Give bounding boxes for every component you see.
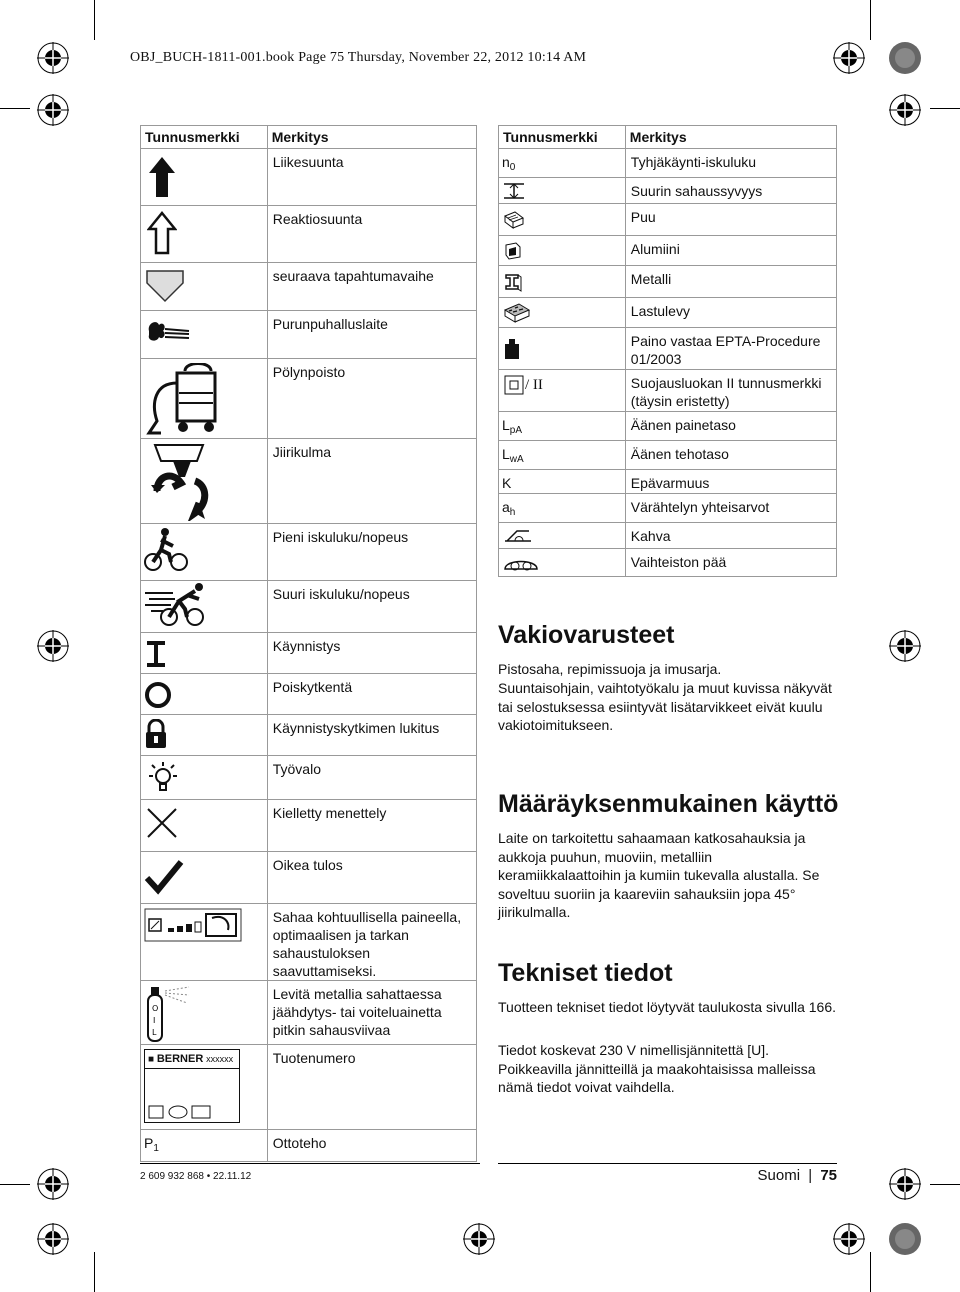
section-title-maaraysten-mukainen-kaytto: Määräyksenmukainen käyttö [498, 790, 839, 818]
color-target-icon [888, 1222, 922, 1256]
meaning-cell: Purunpuhalluslaite [267, 311, 476, 359]
column-header: Merkitys [625, 126, 836, 149]
paragraph: Pistosaha, repimissuoja ja imusarja. [498, 661, 722, 677]
footer-page-info [758, 1167, 837, 1184]
cyclist-slow-icon [143, 526, 189, 572]
meaning-cell: Työvalo [267, 756, 476, 800]
registration-mark-icon [888, 1167, 922, 1201]
svg-text:O: O [152, 1004, 159, 1013]
registration-mark-icon [832, 41, 866, 75]
footer-separator: | [808, 1167, 813, 1184]
meaning-cell: Käynnistys [267, 633, 476, 674]
column-header: Tunnusmerkki [499, 126, 626, 149]
footer-rule [140, 1163, 480, 1164]
cyclist-fast-icon [143, 581, 209, 627]
meaning-cell: Kielletty menettely [267, 800, 476, 852]
meaning-cell: Tyhjäkäynti-iskuluku [625, 149, 836, 178]
aluminium-icon [503, 241, 523, 261]
meaning-cell: Sahaa kohtuullisella paineella, optimaalisen ja tarkan sahaustuloksen saavuttamiseksi. [267, 904, 476, 981]
book-header: OBJ_BUCH-1811-001.book Page 75 Thursday, November 22, 2012 10:14 AM [130, 50, 587, 65]
metal-icon [503, 272, 523, 292]
meaning-cell: Suuri iskuluku/nopeus [267, 581, 476, 633]
arrow-up-outline-icon [147, 211, 177, 255]
svg-text:I: I [153, 1016, 156, 1025]
handle-icon [503, 527, 533, 545]
meaning-cell: Oikea tulos [267, 852, 476, 904]
meaning-cell: Puu [625, 204, 836, 236]
protection-class-icon [504, 375, 524, 395]
vacuum-cleaner-icon [145, 363, 225, 437]
column-header: Tunnusmerkki [141, 126, 268, 149]
registration-mark-icon [36, 1167, 70, 1201]
footer-doc-number: 2 609 932 868 • 22.11.12 [140, 1171, 252, 1182]
symbol-cell: $P_1$ [141, 1130, 268, 1162]
product-code: xxxxxx [206, 1054, 234, 1064]
wood-icon [503, 210, 525, 230]
symbol-table-right: Tunnusmerkki Merkitys $n_0$ Tyhjäkäynti-iskuluku Suurin sahaussyvyys Puu Alumiini Metalli Lastulevy Paino vastaa EPTA-Procedure 01/2003 / II Suojausluokan II tunnusmerkki (täysin eristetty) $L_{pA}$ Äänen painetaso $L_{wA}$ Äänen tehotaso K Epävarmuus $a_h$ Värähtelyn yhteisarvot Kahva Vaihteiston pää [498, 125, 837, 577]
column-header: Merkitys [267, 126, 476, 149]
pressure-scale-icon [144, 908, 242, 942]
registration-mark-icon [888, 629, 922, 663]
meaning-cell: Levitä metallia sahattaessa jäähdytys- tai voiteluainetta pitkin sahausviivaa [267, 981, 476, 1045]
registration-mark-icon [36, 41, 70, 75]
off-switch-icon [144, 681, 172, 709]
meaning-cell: Kahva [625, 523, 836, 549]
registration-mark-icon [832, 1222, 866, 1256]
trim-mark [0, 108, 30, 109]
footer-rule [498, 1163, 837, 1164]
symbol-cell [141, 149, 268, 206]
protection-class-label: / II [525, 377, 543, 393]
section-title-vakiovarusteet: Vakiovarusteet [498, 621, 675, 649]
meaning-cell: Käynnistyskytkimen lukitus [267, 715, 476, 756]
arrow-down-outline-icon [145, 269, 185, 303]
page-number: 75 [820, 1167, 837, 1184]
nameplate-symbols-icon [148, 1104, 218, 1120]
registration-mark-icon [36, 1222, 70, 1256]
trim-mark [870, 0, 871, 40]
trim-mark [930, 108, 960, 109]
meaning-cell: Jiirikulma [267, 439, 476, 524]
meaning-cell: Alumiini [625, 236, 836, 266]
meaning-cell: Liikesuunta [267, 149, 476, 206]
meaning-cell: Paino vastaa EPTA-Procedure 01/2003 [625, 328, 836, 370]
meaning-cell: Äänen painetaso [625, 412, 836, 441]
meaning-cell: Suojausluokan II tunnusmerkki (täysin eristetty) [625, 370, 836, 412]
brand-label: BERNER [156, 1053, 204, 1065]
paragraph: Tiedot koskevat 230 V nimellisjännitettä [U]. Poikkeavilla jännitteillä ja maakohtaisissa malleissa nämä tiedot voivat vaihdella. [498, 1042, 816, 1095]
nameplate-icon: ■ BERNER xxxxxx [144, 1049, 240, 1123]
meaning-cell: Ottoteho [267, 1130, 476, 1162]
meaning-cell: Poiskytkentä [267, 674, 476, 715]
paragraph: Suuntaisohjain, vaihtotyökalu ja muut kuvissa näkyvät tai selostuksessa esiintyvät lisätarvikkeet eivät kuulu vakiotoimitukseen. [498, 680, 832, 733]
meaning-cell: Tuotenumero [267, 1045, 476, 1130]
cross-icon [145, 806, 179, 840]
on-switch-icon [145, 641, 167, 667]
cutting-depth-icon [503, 182, 525, 200]
meaning-cell: Äänen tehotaso [625, 441, 836, 470]
color-target-icon [888, 41, 922, 75]
lock-icon [144, 719, 168, 749]
registration-mark-icon [462, 1222, 496, 1256]
meaning-cell: Pieni iskuluku/nopeus [267, 524, 476, 581]
registration-mark-icon [36, 629, 70, 663]
trim-mark [930, 1184, 960, 1185]
meaning-cell: Reaktiosuunta [267, 206, 476, 263]
meaning-cell: Suurin sahaussyvyys [625, 178, 836, 204]
jigsaw-icon [151, 441, 221, 521]
meaning-cell: Epävarmuus [625, 470, 836, 494]
meaning-cell: seuraava tapahtumavaihe [267, 263, 476, 311]
weight-icon [504, 338, 520, 360]
registration-mark-icon [36, 93, 70, 127]
meaning-cell: Lastulevy [625, 298, 836, 328]
footer-language: Suomi [757, 1167, 801, 1184]
trim-mark [94, 1252, 95, 1292]
meaning-cell: Vaihteiston pää [625, 549, 836, 577]
svg-text:L: L [152, 1028, 157, 1037]
paragraph: Tuotteen tekniset tiedot löytyvät taulukosta sivulla 166. [498, 999, 837, 1015]
blower-icon [145, 317, 191, 353]
work-light-icon [145, 760, 181, 796]
trim-mark [0, 1184, 30, 1185]
trim-mark [870, 1252, 871, 1292]
meaning-cell: Metalli [625, 266, 836, 298]
section-title-tekniset-tiedot: Tekniset tiedot [498, 959, 673, 987]
trim-mark [94, 0, 95, 40]
meaning-cell: Pölynpoisto [267, 359, 476, 439]
registration-mark-icon [888, 93, 922, 127]
arrow-up-filled-icon [147, 155, 177, 199]
check-icon [144, 858, 184, 896]
paragraph: Laite on tarkoitettu sahaamaan katkosahauksia ja aukkoja puuhun, muoviin, metalliin keramiikkalaattoihin ja kumiin tukevalla alustalla. Se soveltuu suoriin ja kaareviin sahauksiin jopa 45° jiirikulmalla. [498, 830, 820, 920]
oil-spray-icon [145, 985, 191, 1043]
gear-housing-icon [503, 553, 539, 573]
symbol-table-left [140, 125, 477, 1162]
meaning-cell: Värähtelyn yhteisarvot [625, 494, 836, 523]
chipboard-icon [503, 302, 531, 324]
